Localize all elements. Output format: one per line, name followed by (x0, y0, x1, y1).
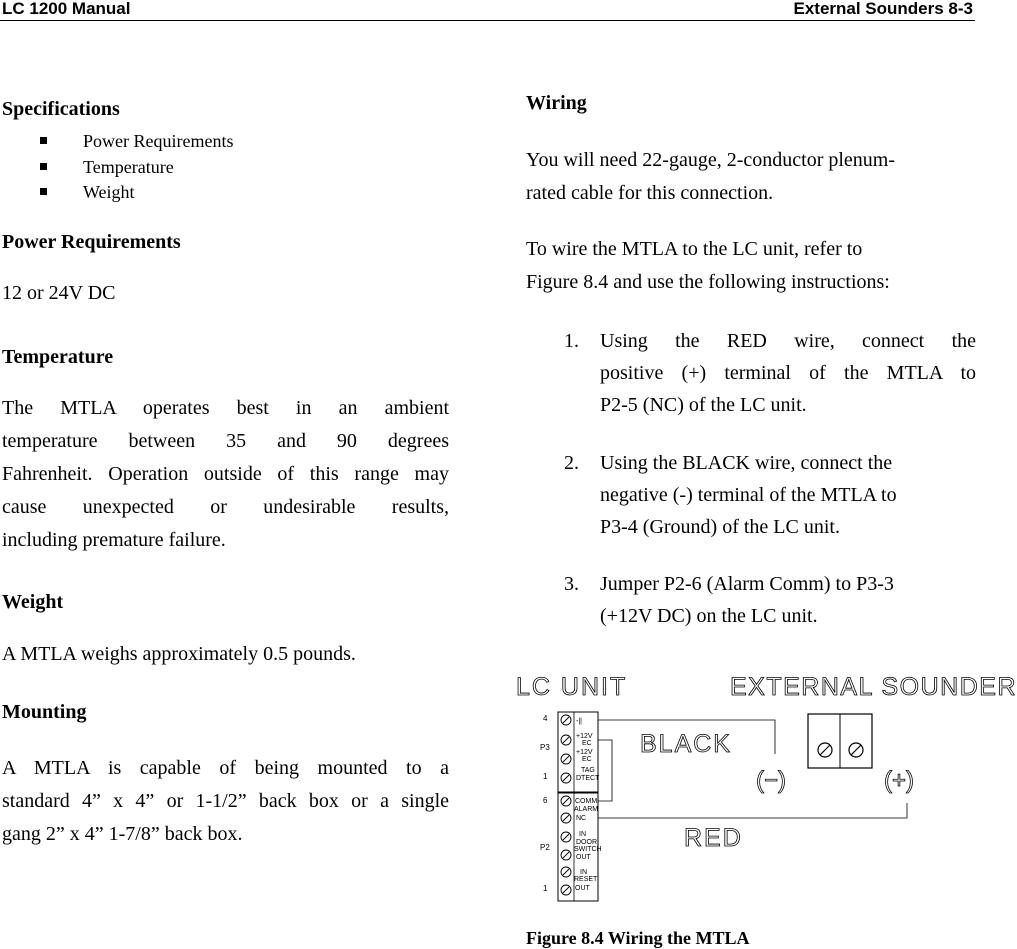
svg-text:ALARM: ALARM (574, 806, 599, 813)
jumper-wire (598, 740, 612, 801)
manual-title: LC 1200 Manual (2, 0, 131, 18)
bullet-icon (40, 163, 47, 170)
negative-terminal-label: (−) (756, 767, 786, 794)
svg-text:OUT: OUT (576, 854, 591, 861)
bullet-icon (40, 137, 47, 144)
weight-heading: Weight (2, 591, 64, 613)
section-title: External Sounders 8-3 (793, 0, 973, 18)
weight-text: A MTLA weighs approximately 0.5 pounds. (2, 643, 356, 665)
svg-text:DTECT: DTECT (576, 775, 600, 782)
svg-text:RESET: RESET (574, 876, 598, 883)
mounting-heading: Mounting (2, 701, 87, 723)
svg-text:+12V: +12V (576, 749, 593, 756)
red-wire (598, 803, 907, 818)
pin-number: 4 (543, 714, 548, 723)
wiring-heading: Wiring (526, 92, 587, 114)
svg-text:TAG: TAG (581, 767, 595, 774)
power-text: 12 or 24V DC (2, 282, 116, 304)
temperature-heading: Temperature (2, 346, 114, 368)
external-sounder-label: EXTERNAL SOUNDER (730, 673, 1017, 701)
svg-text:IN: IN (580, 869, 587, 876)
svg-text:EC: EC (582, 740, 592, 747)
pin-number: 1 (543, 772, 548, 781)
black-wire-label: BLACK (640, 730, 732, 758)
svg-text:OUT: OUT (575, 885, 590, 892)
page-header (0, 0, 975, 21)
svg-text:-||: -|| (576, 718, 582, 725)
connector-label-p2: P2 (540, 843, 550, 852)
power-heading: Power Requirements (2, 231, 181, 253)
specifications-heading: Specifications (2, 98, 120, 120)
pin-number: 6 (543, 796, 548, 805)
mounting-paragraph: A MTLA is capable of being mounted to a standard 4” x 4” or 1-1/2” back box or a single gang 2” x 4” 1-7/8” back box. (2, 757, 449, 845)
terminal-screws (561, 715, 571, 895)
svg-text:DOOR: DOOR (576, 839, 597, 846)
pin-number: 1 (543, 884, 548, 893)
bullet-icon (40, 188, 47, 195)
wiring-paragraph-2: To wire the MTLA to the LC unit, refer to Figure 8.4 and use the following instructions: (526, 238, 890, 293)
svg-text:IN: IN (579, 831, 586, 838)
svg-text:COMM: COMM (575, 798, 598, 805)
lc-unit-label: LC UNIT (516, 673, 628, 701)
positive-terminal-label: (+) (884, 767, 914, 794)
temperature-paragraph: The MTLA operates best in an ambient temperature between 35 and 90 degrees Fahrenheit. Operation outside of this range may cause unexpected or undesirable results, including premature failure. (2, 397, 449, 551)
red-wire-label: RED (684, 824, 743, 852)
wiring-paragraph-1: You will need 22-gauge, 2-conductor plenum- rated cable for this connection. (526, 149, 896, 204)
svg-text:SWITCH: SWITCH (574, 846, 602, 853)
figure-caption: Figure 8.4 Wiring the MTLA (526, 928, 750, 948)
svg-text:+12V: +12V (576, 733, 593, 740)
svg-text:NC: NC (576, 815, 587, 822)
svg-text:EC: EC (582, 756, 592, 763)
terminal-labels (574, 718, 602, 892)
connector-label-p3: P3 (540, 743, 550, 752)
wiring-diagram (512, 668, 1017, 908)
